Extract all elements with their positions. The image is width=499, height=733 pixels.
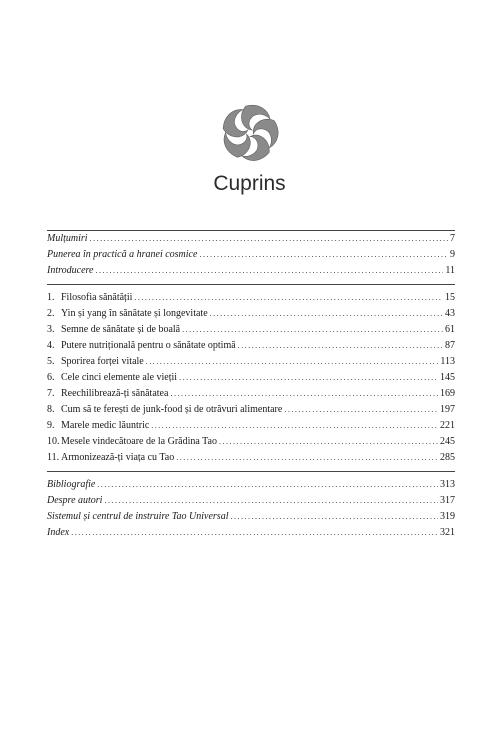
chapter-number: 8. [47, 404, 55, 415]
entry-title: Introducere [47, 265, 94, 276]
front-matter-entry [47, 264, 455, 280]
dot-leader [238, 339, 443, 352]
back-matter-entry [47, 494, 455, 510]
entry-title: Bibliografie [47, 479, 96, 490]
chapter-entry [47, 387, 455, 403]
page-number: 285 [440, 452, 455, 463]
chapter-entry [47, 419, 455, 435]
dot-leader [134, 291, 443, 304]
dot-leader [90, 232, 448, 245]
chapter-entry [47, 355, 455, 371]
chapter-entry [47, 339, 455, 355]
chapter-number: 5. [47, 356, 55, 367]
page-number: 43 [445, 308, 455, 319]
chapter-entry [47, 371, 455, 387]
entry-title: Reechilibrează-ți sănătatea [61, 388, 169, 399]
page-number: 9 [450, 249, 455, 260]
dot-leader [210, 307, 443, 320]
entry-title: Punerea în practică a hranei cosmice [47, 249, 198, 260]
swirl-emblem-icon [219, 102, 281, 164]
page-number: 317 [440, 495, 455, 506]
back-matter-entry [47, 510, 455, 526]
page-number: 245 [440, 436, 455, 447]
entry-title: Sistemul și centrul de instruire Tao Universal [47, 511, 229, 522]
entry-title: Mulțumiri [47, 233, 88, 244]
page-number: 145 [440, 372, 455, 383]
entry-title: Sporirea forței vitale [61, 356, 144, 367]
entry-title: Despre autori [47, 495, 103, 506]
dot-leader [176, 451, 438, 464]
back-matter-list [47, 471, 455, 542]
page-number: 15 [445, 292, 455, 303]
chapter-number: 9. [47, 420, 55, 431]
page-number: 319 [440, 511, 455, 522]
page-number: 169 [440, 388, 455, 399]
entry-title: Yin și yang în sănătate și longevitate [61, 308, 208, 319]
table-of-contents [47, 230, 455, 542]
chapter-number: 2. [47, 308, 55, 319]
chapter-number: 6. [47, 372, 55, 383]
dot-leader [95, 264, 443, 277]
page-number: 11 [445, 265, 455, 276]
chapter-number: 10. [47, 436, 60, 447]
entry-title: Cele cinci elemente ale vieții [61, 372, 178, 383]
front-matter-entry [47, 232, 455, 248]
entry-title: Putere nutrițională pentru o sănătate optimă [61, 340, 236, 351]
page-number: 197 [440, 404, 455, 415]
page-number: 7 [450, 233, 455, 244]
page-number: 313 [440, 479, 455, 490]
dot-leader [146, 355, 439, 368]
dot-leader [179, 371, 438, 384]
dot-leader [104, 494, 438, 507]
dot-leader [170, 387, 438, 400]
page-number: 61 [445, 324, 455, 335]
entry-title: Mesele vindecătoare de la Grădina Tao [61, 436, 217, 447]
entry-title: Armonizează-ți viața cu Tao [61, 452, 175, 463]
page-number: 113 [440, 356, 455, 367]
chapter-number: 4. [47, 340, 55, 351]
entry-title: Semne de sănătate și de boală [61, 324, 181, 335]
back-matter-entry [47, 478, 455, 494]
page-number: 321 [440, 527, 455, 538]
back-matter-entry [47, 526, 455, 542]
dot-leader [230, 510, 438, 523]
chapter-number: 1. [47, 292, 55, 303]
chapter-entry [47, 323, 455, 339]
entry-title: Cum să te ferești de junk-food și de otrăvuri alimentare [61, 404, 283, 415]
entry-title: Marele medic lăuntric [61, 420, 150, 431]
chapter-entry [47, 307, 455, 323]
chapter-list [47, 284, 455, 467]
entry-title: Filosofia sănătății [61, 292, 133, 303]
chapter-entry [47, 291, 455, 307]
dot-leader [199, 248, 448, 261]
dot-leader [219, 435, 438, 448]
chapter-number: 3. [47, 324, 55, 335]
chapter-entry [47, 435, 455, 451]
front-matter-entry [47, 248, 455, 264]
chapter-entry [47, 451, 455, 467]
dot-leader [182, 323, 443, 336]
page-number: 221 [440, 420, 455, 431]
chapter-number: 7. [47, 388, 55, 399]
dot-leader [284, 403, 438, 416]
dot-leader [151, 419, 438, 432]
entry-title: Index [47, 527, 70, 538]
chapter-number: 11. [47, 452, 60, 463]
dot-leader [71, 526, 438, 539]
page-number: 87 [445, 340, 455, 351]
front-matter-list [47, 230, 455, 280]
page-title: Cuprins [213, 172, 286, 195]
chapter-entry [47, 403, 455, 419]
dot-leader [97, 478, 438, 491]
